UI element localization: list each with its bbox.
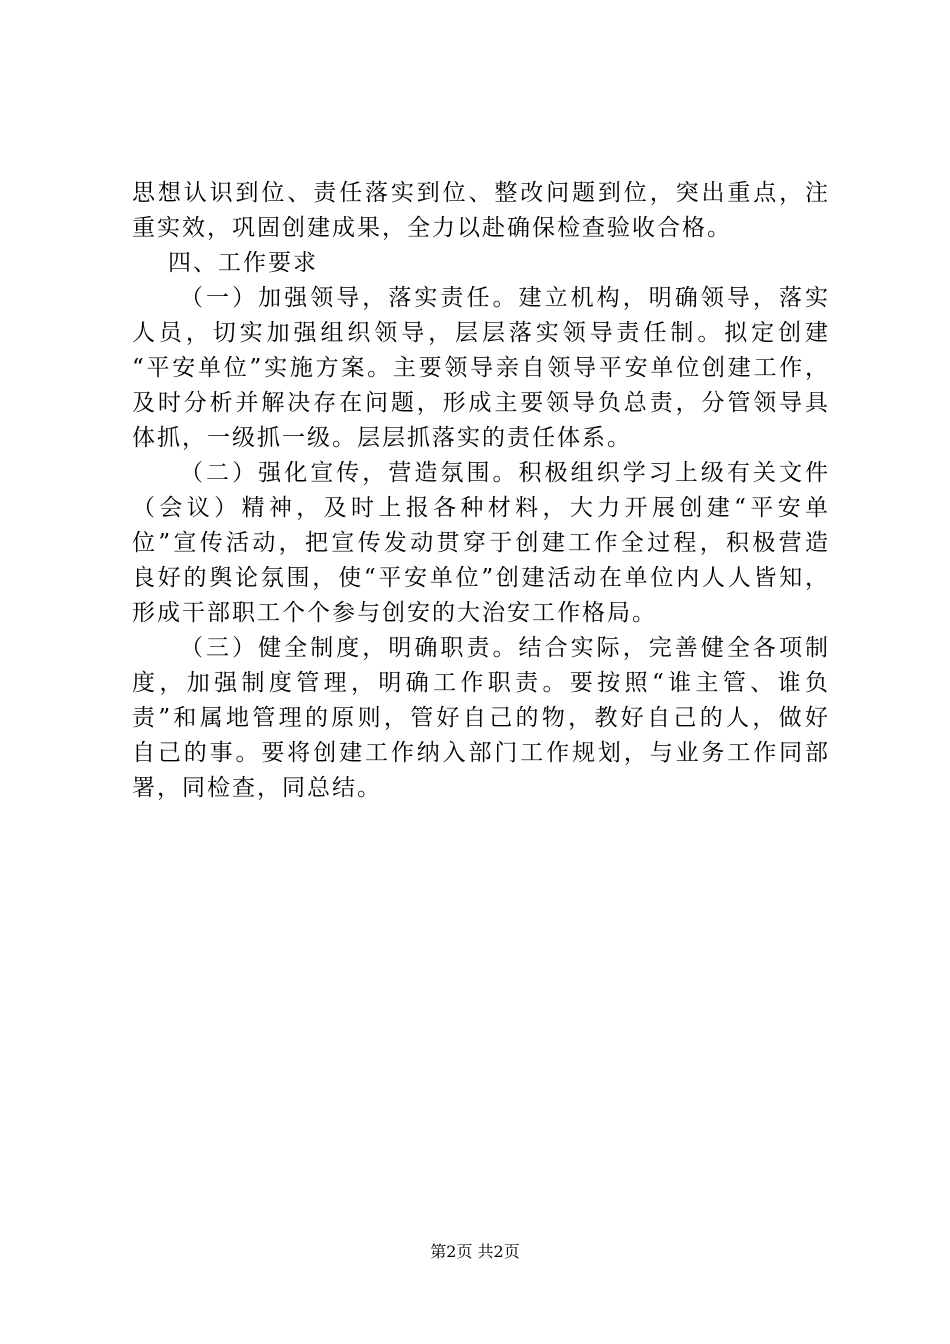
document-body xyxy=(132,176,830,806)
paragraph-line: 自己的事。要将创建工作纳入部门工作规划，与业务工作同部 xyxy=(132,740,830,766)
paragraph-line: 人员，切实加强组织领导，层层落实领导责任制。拟定创建 xyxy=(132,320,830,346)
section-heading: 四、工作要求 xyxy=(168,250,318,276)
paragraph-line: 位”宣传活动，把宣传发动贯穿于创建工作全过程，积极营造 xyxy=(132,530,830,556)
paragraph-line: “平安单位”实施方案。主要领导亲自领导平安单位创建工作， xyxy=(132,355,830,381)
paragraph-line: 责”和属地管理的原则，管好自己的物，教好自己的人，做好 xyxy=(132,705,830,731)
page-number-footer: 第2页 共2页 xyxy=(430,1242,520,1261)
paragraph-line: （会议）精神，及时上报各种材料，大力开展创建“平安单 xyxy=(132,495,830,521)
paragraph-line: 良好的舆论氛围，使“平安单位”创建活动在单位内人人皆知， xyxy=(132,565,830,591)
paragraph-line: 体抓，一级抓一级。层层抓落实的责任体系。 xyxy=(132,425,632,451)
paragraph-line: 及时分析并解决存在问题，形成主要领导负总责，分管领导具 xyxy=(132,390,830,416)
paragraph-line: 署，同检查，同总结。 xyxy=(132,775,382,801)
paragraph-line: （一）加强领导，落实责任。建立机构，明确领导，落实 xyxy=(180,285,830,311)
paragraph-line: 重实效，巩固创建成果，全力以赴确保检查验收合格。 xyxy=(132,215,732,241)
paragraph-line: （二）强化宣传，营造氛围。积极组织学习上级有关文件 xyxy=(180,460,830,486)
paragraph-line: （三）健全制度，明确职责。结合实际，完善健全各项制 xyxy=(180,635,830,661)
paragraph-line: 形成干部职工个个参与创安的大治安工作格局。 xyxy=(132,600,657,626)
paragraph-line: 思想认识到位、责任落实到位、整改问题到位，突出重点，注 xyxy=(132,180,830,206)
paragraph-line: 度，加强制度管理，明确工作职责。要按照“谁主管、谁负 xyxy=(132,670,830,696)
